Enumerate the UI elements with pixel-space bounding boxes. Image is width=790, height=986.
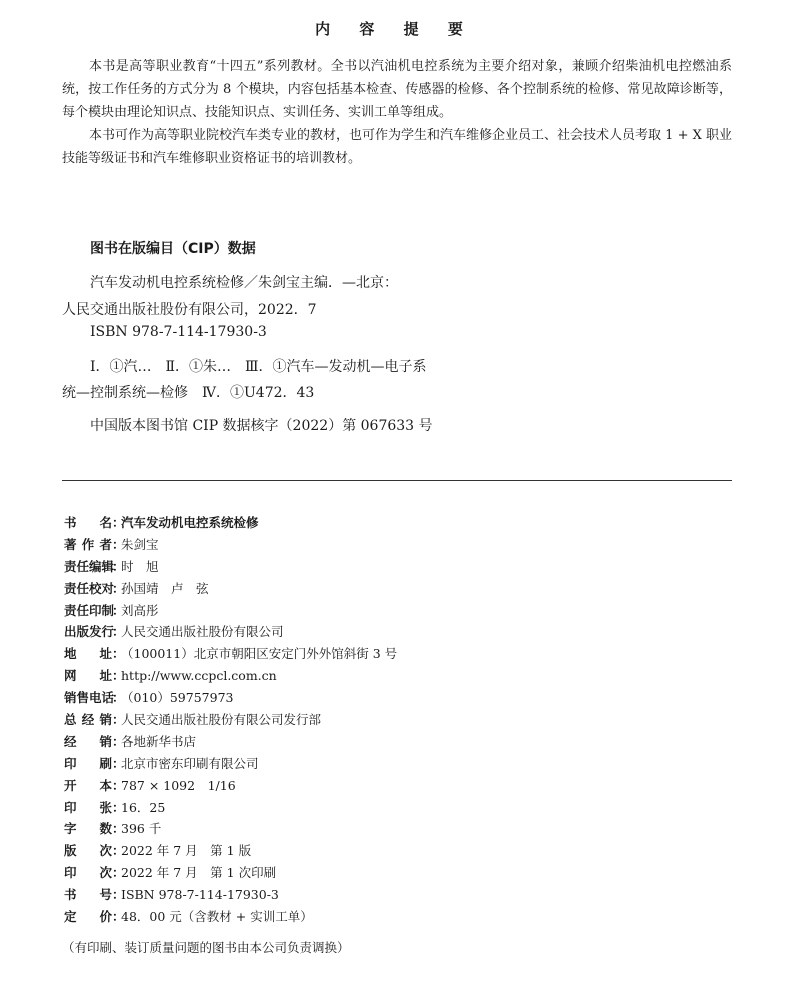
colophon-row [64, 643, 397, 665]
colophon-label: 字数 [64, 821, 112, 837]
colophon-colon: ： [112, 909, 125, 925]
summary-title: 内 容 提 要 [315, 20, 475, 38]
colophon-colon: ： [112, 799, 125, 815]
colophon-row [64, 687, 397, 709]
colophon-value: 刘高彤 [121, 602, 159, 618]
colophon-label: 责任编辑 [64, 558, 115, 574]
colophon-row [64, 665, 397, 687]
colophon-row [64, 578, 397, 600]
colophon-value: 人民交通出版社股份有限公司 [121, 624, 284, 640]
colophon-colon: ： [112, 777, 125, 793]
colophon-colon: ： [112, 558, 125, 574]
colophon-label: 责任校对 [64, 580, 115, 596]
cip-line: 汽车发动机电控系统检修／朱剑宝主编．—北京： [90, 275, 398, 291]
summary-paragraph-2: 本书可作为高等职业院校汽车类专业的教材，也可作为学生和汽车维修企业员工、社会技术人员考取 1 + X 职业技能等级证书和汽车维修职业资格证书的培训教材。 [62, 128, 732, 166]
colophon-value: 孙国靖 卢 弦 [121, 580, 209, 596]
colophon-row [64, 906, 397, 928]
colophon-label: 著作者 [64, 536, 112, 552]
colophon-colon: ： [112, 712, 125, 728]
cip-line: Ⅰ．①汽… Ⅱ．①朱… Ⅲ．①汽车—发动机—电子系 [90, 359, 427, 375]
colophon-value: （100011）北京市朝阳区安定门外外馆斜街 3 号 [121, 646, 398, 662]
colophon-row [64, 534, 397, 556]
colophon-colon: ： [112, 668, 125, 684]
colophon-label: 定价 [64, 909, 112, 925]
colophon-row [64, 862, 397, 884]
colophon-label: 开本 [64, 777, 112, 793]
colophon-value: 各地新华书店 [121, 733, 197, 749]
colophon-row [64, 621, 397, 643]
cip-line: 人民交通出版社股份有限公司，2022．7 [62, 302, 317, 318]
colophon-value: 2022 年 7 月 第 1 版 [121, 843, 252, 859]
colophon-table [64, 512, 397, 928]
cip-line: ISBN 978-7-114-17930-3 [90, 324, 267, 340]
section-divider [62, 480, 732, 481]
colophon-row [64, 556, 397, 578]
colophon-value: 48．00 元（含教材 + 实训工单） [121, 909, 313, 925]
colophon-row [64, 818, 397, 840]
colophon-colon: ： [112, 733, 125, 749]
colophon-label: 销售电话 [64, 690, 115, 706]
colophon-label: 印张 [64, 799, 112, 815]
cip-line: 统—控制系统—检修 Ⅳ．①U472．43 [62, 385, 315, 401]
colophon-colon: ： [112, 624, 125, 640]
colophon-colon: ： [112, 843, 125, 859]
colophon-label: 责任印制 [64, 602, 115, 618]
colophon-label: 总经销 [64, 712, 112, 728]
colophon-note: （有印刷、装订质量问题的图书由本公司负责调换） [62, 940, 350, 955]
colophon-colon: ： [112, 602, 125, 618]
colophon-label: 出版发行 [64, 624, 115, 640]
colophon-value: ISBN 978-7-114-17930-3 [121, 887, 279, 903]
colophon-colon: ： [112, 646, 125, 662]
colophon-colon: ： [112, 755, 125, 771]
colophon-value: 朱剑宝 [121, 536, 159, 552]
colophon-value: （010）59757973 [121, 690, 234, 706]
colophon-row [64, 600, 397, 622]
colophon-colon: ： [112, 580, 125, 596]
colophon-value: 时 旭 [121, 558, 159, 574]
colophon-row [64, 709, 397, 731]
colophon-colon: ： [112, 821, 125, 837]
colophon-value: http://www.ccpcl.com.cn [121, 668, 277, 684]
colophon-label: 网址 [64, 668, 112, 684]
cip-line: 中国版本图书馆 CIP 数据核字（2022）第 067633 号 [90, 418, 433, 434]
colophon-value: 汽车发动机电控系统检修 [121, 515, 259, 530]
colophon-label: 书号 [64, 887, 112, 903]
colophon-row [64, 731, 397, 753]
cip-heading: 图书在版编目（CIP）数据 [90, 241, 256, 257]
colophon-row [64, 775, 397, 797]
colophon-value: 北京市密东印刷有限公司 [121, 755, 259, 771]
colophon-value: 16．25 [121, 799, 166, 815]
colophon-colon: ： [112, 515, 125, 530]
colophon-colon: ： [112, 887, 125, 903]
colophon-colon: ： [112, 690, 125, 706]
colophon-row [64, 840, 397, 862]
colophon-colon: ： [112, 865, 125, 881]
colophon-row [64, 884, 397, 906]
colophon-row [64, 512, 397, 534]
colophon-label: 版次 [64, 843, 112, 859]
colophon-label: 印次 [64, 865, 112, 881]
colophon-label: 印刷 [64, 755, 112, 771]
colophon-label: 书名 [64, 515, 112, 530]
colophon-value: 人民交通出版社股份有限公司发行部 [121, 712, 322, 728]
summary-paragraph-1: 本书是高等职业教育“十四五”系列教材。全书以汽油机电控系统为主要介绍对象，兼顾介绍柴油机电控燃油系统，按工作任务的方式分为 8 个模块，内容包括基本检查、传感器的检修、各个控制系统的检修、常见故障诊断等，每个模块由理论知识点、技能知识点、实训任务、实训工单等组成。 [62, 59, 732, 120]
colophon-row [64, 797, 397, 819]
colophon-colon: ： [112, 536, 125, 552]
colophon-value: 396 千 [121, 821, 162, 837]
colophon-label: 地址 [64, 646, 112, 662]
colophon-row [64, 753, 397, 775]
colophon-value: 2022 年 7 月 第 1 次印刷 [121, 865, 277, 881]
colophon-value: 787 × 1092 1/16 [121, 777, 236, 793]
colophon-label: 经销 [64, 733, 112, 749]
